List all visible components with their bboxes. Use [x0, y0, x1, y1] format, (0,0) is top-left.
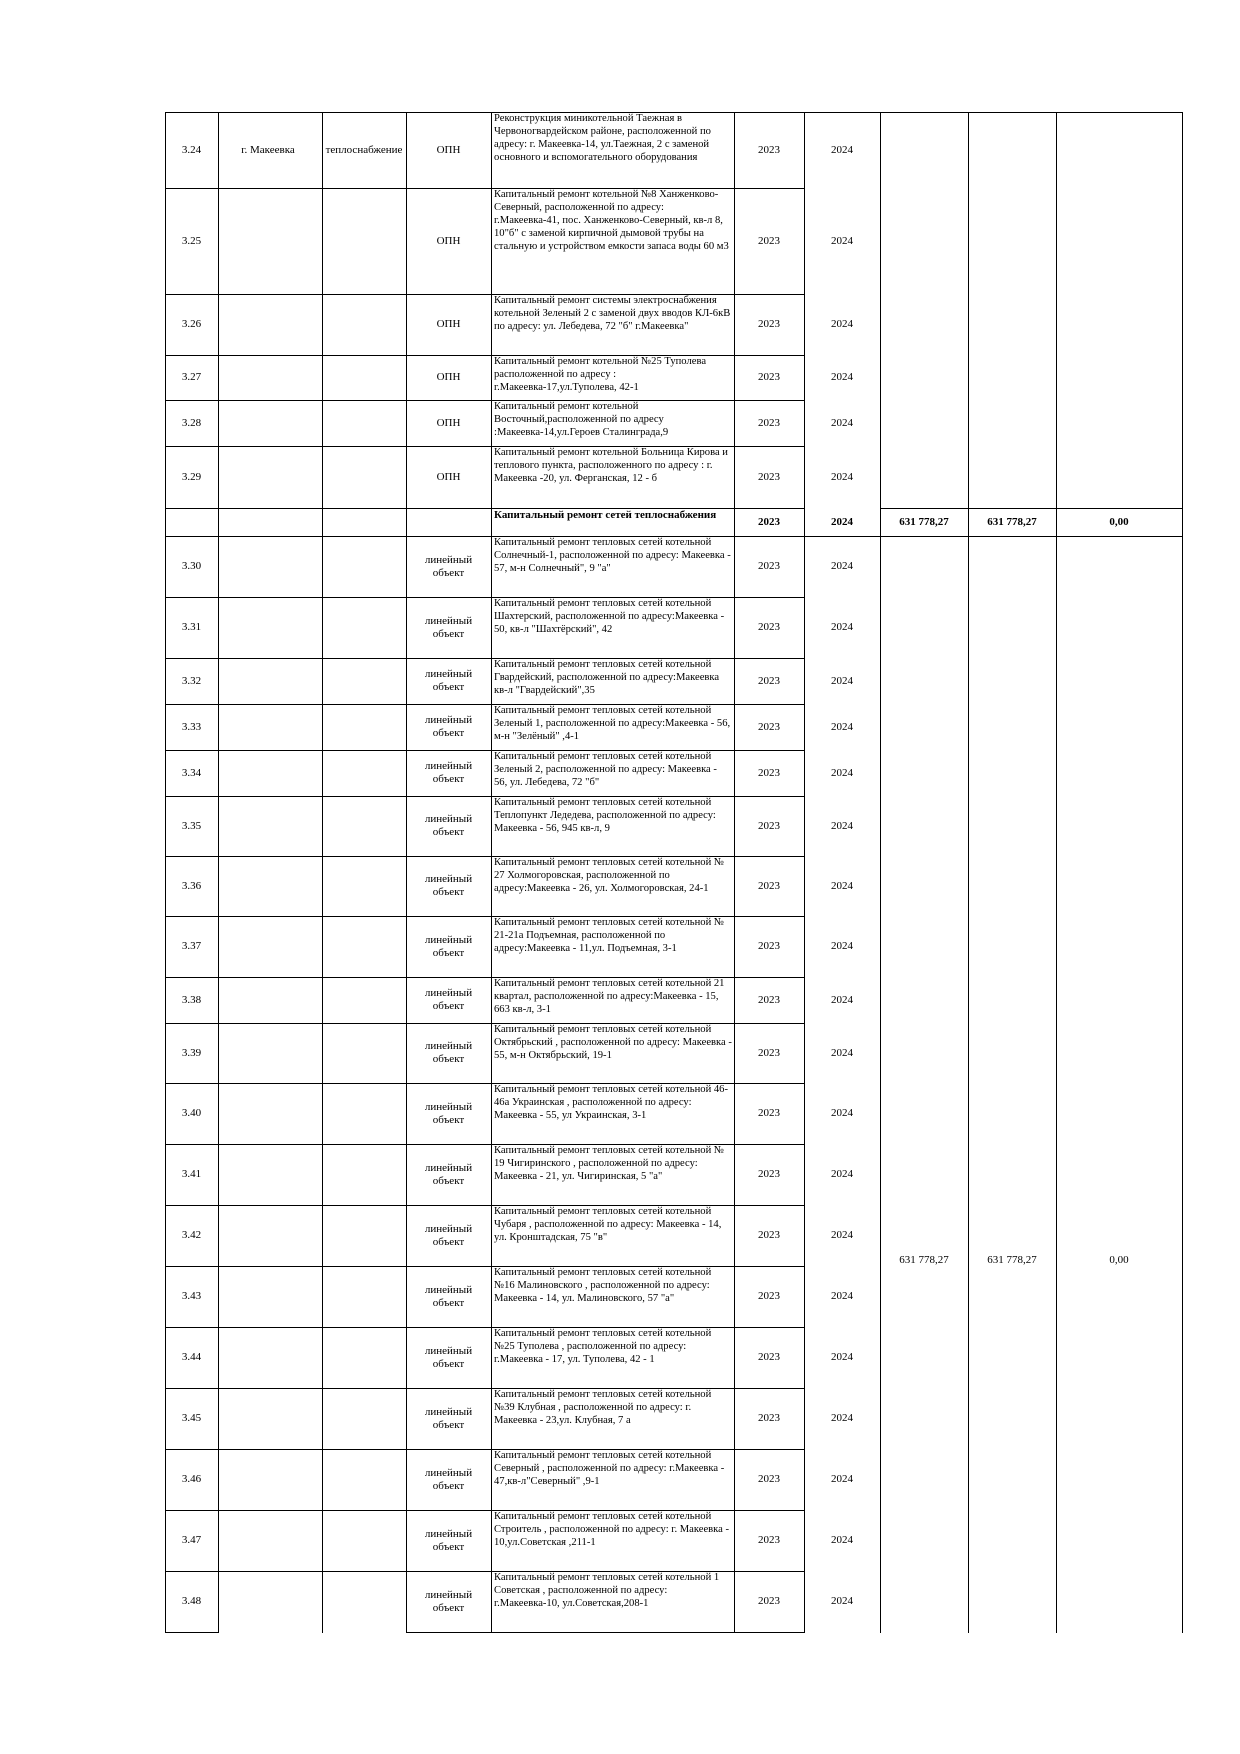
object-type: ОПН [436, 318, 461, 331]
row-number: 3.28 [181, 416, 202, 429]
object-description: Капитальный ремонт тепловых сетей котельной Октябрьский , расположенной по адресу: Макеевка - 55, м-н Октябрьский, 19-1 [494, 1024, 732, 1061]
object-type: линейный объект [424, 873, 473, 898]
start-year: 2023 [758, 1290, 780, 1303]
object-description: Капитальный ремонт тепловых сетей котельной № 19 Чигиринского , расположенной по адресу: Макеевка - 21, ул. Чигиринская, 5 "а" [494, 1145, 724, 1182]
object-description: Капитальный ремонт тепловых сетей котельной № 21-21а Подъемная, расположенной по адресу:Макеевка - 11,ул. Подъемная, 3-1 [494, 917, 724, 954]
object-type: линейный объект [424, 1527, 473, 1553]
row-number: 3.33 [181, 720, 202, 733]
end-year: 2024 [831, 234, 853, 247]
start-year: 2023 [758, 1168, 780, 1181]
start-year: 2023 [758, 234, 780, 247]
object-type: линейный объект [424, 668, 473, 693]
row-number: 3.26 [181, 318, 202, 331]
section-remainder: 0,00 [1109, 515, 1129, 528]
object-type: линейный объект [424, 1466, 473, 1492]
start-year: 2023 [758, 371, 780, 384]
column-rule [322, 112, 323, 1633]
object-description: Капитальный ремонт тепловых сетей котельной Строитель , расположенной по адресу: г. Макеевка - 10,ул.Советская ,211-1 [494, 1511, 730, 1548]
object-type: линейный объект [424, 1040, 473, 1065]
row-number: 3.24 [181, 143, 202, 156]
column-rule [1182, 112, 1183, 1633]
row-number: 3.25 [181, 234, 202, 247]
row-number: 3.36 [181, 879, 202, 892]
group-funded: 631 778,27 [987, 1253, 1037, 1266]
object-description: Капитальный ремонт тепловых сетей котельной Зеленый 2, расположенной по адресу: Макеевка - 56, ул. Лебедева, 72 "б" [494, 751, 717, 788]
end-year: 2024 [831, 766, 853, 779]
end-year: 2024 [831, 560, 853, 573]
object-description: Капитальный ремонт тепловых сетей котельной 1 Советская , расположенной по адресу: г.Макеевка-10, ул.Советская,208-1 [494, 1572, 720, 1609]
object-description: Капитальный ремонт котельной №25 Туполева расположенной по адресу : г.Макеевка-17,ул.Туполева, 42-1 [494, 356, 707, 393]
row-number: 3.44 [181, 1351, 202, 1364]
column-rule [218, 112, 219, 1633]
object-description: Капитальный ремонт тепловых сетей котельной Шахтерский, расположенной по адресу:Макеевка - 50, кв-л "Шахтёрский", 42 [494, 598, 725, 635]
start-year: 2023 [758, 674, 780, 687]
object-type: линейный объект [424, 1344, 473, 1370]
start-year: 2023 [758, 1351, 780, 1364]
row-number: 3.30 [181, 560, 202, 573]
object-description: Капитальный ремонт тепловых сетей котельной Солнечный-1, расположенной по адресу: Макеевка - 57, м-н Солнечный", 9 "а" [494, 537, 731, 574]
end-year: 2024 [831, 1046, 853, 1059]
start-year: 2023 [758, 621, 780, 634]
start-year: 2023 [758, 993, 780, 1006]
row-number: 3.46 [181, 1473, 202, 1486]
start-year: 2023 [758, 1229, 780, 1242]
section-title: Капитальный ремонт сетей теплоснабжения [494, 509, 717, 521]
end-year: 2024 [831, 819, 853, 832]
object-description: Капитальный ремонт тепловых сетей котельной Зеленый 1, расположенной по адресу:Макеевка - 56, м-н "Зелёный" ,4-1 [494, 705, 731, 742]
object-type: ОПН [436, 234, 461, 247]
row-number: 3.37 [181, 940, 202, 953]
object-type: линейный объект [424, 760, 473, 785]
column-rule [1056, 112, 1057, 1633]
object-type: ОПН [436, 371, 461, 384]
object-type: линейный объект [424, 1222, 473, 1248]
end-year: 2024 [831, 1595, 853, 1608]
object-description: Капитальный ремонт тепловых сетей котельной Гвардейский, расположенной по адресу:Макеевка кв-л "Гвардейский",35 [494, 659, 720, 696]
column-rule [880, 112, 881, 1633]
group-total: 631 778,27 [899, 1253, 949, 1266]
object-type: линейный объект [424, 1161, 473, 1187]
object-type: ОПН [436, 416, 461, 429]
object-description: Капитальный ремонт тепловых сетей котельной №16 Малиновского , расположенной по адресу: Макеевка - 14, ул. Малиновского, 57 "а" [494, 1267, 712, 1304]
object-type: линейный объект [424, 553, 473, 579]
start-year: 2023 [758, 560, 780, 573]
end-year: 2024 [831, 720, 853, 733]
start-year: 2023 [758, 1595, 780, 1608]
start-year: 2023 [758, 470, 780, 483]
end-year: 2024 [831, 1412, 853, 1425]
end-year: 2024 [831, 470, 853, 483]
end-year: 2024 [831, 674, 853, 687]
start-year: 2023 [758, 416, 780, 429]
table-bottom-rule [406, 1632, 805, 1633]
end-year: 2024 [831, 940, 853, 953]
object-type: линейный объект [424, 813, 473, 838]
end-year: 2024 [831, 1473, 853, 1486]
object-description: Капитальный ремонт тепловых сетей котельной Теплопункт Ледедева, расположенной по адресу: Макеевка - 56, 945 кв-л, 9 [494, 797, 716, 834]
object-type: ОПН [436, 470, 461, 483]
end-year: 2024 [831, 371, 853, 384]
object-description: Капитальный ремонт тепловых сетей котельной 21 квартал, расположенной по адресу:Макеевка - 15, 663 кв-л, 3-1 [494, 978, 725, 1015]
row-number: 3.47 [181, 1534, 202, 1547]
row-number: 3.39 [181, 1046, 202, 1059]
section-total: 631 778,27 [899, 515, 949, 528]
end-year: 2024 [831, 318, 853, 331]
table-bottom-rule [165, 1632, 219, 1633]
end-year: 2024 [831, 1107, 853, 1120]
start-year: 2023 [758, 1534, 780, 1547]
object-description: Капитальный ремонт системы электроснабжения котельной Зеленый 2 с заменой двух вводов КЛ-6кВ по адресу: ул. Лебедева, 72 "б" г.Макеевка" [494, 295, 731, 332]
object-type: линейный объект [424, 714, 473, 739]
start-year: 2023 [758, 720, 780, 733]
end-year: 2024 [831, 621, 853, 634]
object-description: Капитальный ремонт тепловых сетей котельной Северный , расположенной по адресу: г.Макеевка - 47,кв-л"Северный" ,9-1 [494, 1450, 725, 1487]
end-year: 2024 [831, 1290, 853, 1303]
row-number: 3.38 [181, 993, 202, 1006]
start-year: 2023 [758, 1412, 780, 1425]
row-number: 3.45 [181, 1412, 202, 1425]
start-year: 2023 [758, 819, 780, 832]
end-year: 2024 [831, 1351, 853, 1364]
object-type: линейный объект [424, 1283, 473, 1309]
end-year: 2024 [831, 1534, 853, 1547]
section-end-year: 2024 [831, 515, 853, 528]
end-year: 2024 [831, 1229, 853, 1242]
end-year: 2024 [831, 143, 853, 156]
object-type: линейный объект [424, 614, 473, 640]
start-year: 2023 [758, 879, 780, 892]
row-number: 3.48 [181, 1595, 202, 1608]
object-type: ОПН [436, 143, 461, 156]
row-number: 3.27 [181, 371, 202, 384]
column-rule [968, 112, 969, 1633]
object-description: Капитальный ремонт тепловых сетей котельной Чубаря , расположенной по адресу: Макеевка - 14, ул. Кронштадская, 75 "в" [494, 1206, 722, 1243]
start-year: 2023 [758, 143, 780, 156]
section-funded: 631 778,27 [987, 515, 1037, 528]
city-cell: г. Макеевка [241, 143, 295, 156]
object-type: линейный объект [424, 1100, 473, 1126]
object-description: Капитальный ремонт тепловых сетей котельной № 27 Холмогоровская, расположенной по адресу:Макеевка - 26, ул. Холмогоровская, 24-1 [494, 857, 724, 894]
row-number: 3.43 [181, 1290, 202, 1303]
object-description: Капитальный ремонт котельной №8 Ханженково-Северный, расположенной по адресу: г.Макеевка-41, пос. Ханженково-Северный, кв-л 8, 10"б" с заменой кирпичной дымовой трубы на стальную и устройством емкости запаса воды 60 м3 [494, 189, 729, 252]
object-description: Капитальный ремонт котельной Восточный,расположенной по адресу :Макеевка-14,ул.Героев Сталинграда,9 [494, 401, 669, 438]
object-description: Капитальный ремонт котельной Больница Кирова и теплового пункта, расположенного по адресу : г. Макеевка -20, ул. Ферганская, 12 - б [494, 447, 728, 484]
start-year: 2023 [758, 318, 780, 331]
group-remainder: 0,00 [1109, 1253, 1129, 1266]
row-number: 3.35 [181, 819, 202, 832]
start-year: 2023 [758, 1046, 780, 1059]
end-year: 2024 [831, 993, 853, 1006]
start-year: 2023 [758, 1473, 780, 1486]
section-start-year: 2023 [758, 515, 780, 528]
row-number: 3.32 [181, 674, 202, 687]
object-type: линейный объект [424, 987, 473, 1012]
start-year: 2023 [758, 940, 780, 953]
start-year: 2023 [758, 766, 780, 779]
object-description: Капитальный ремонт тепловых сетей котельной 46-46а Украинская , расположенной по адресу: Макеевка - 55, ул Украинская, 3-1 [494, 1084, 729, 1121]
object-description: Реконструкция миникотельной Таежная в Червоногвардейском районе, расположенной по адресу: г. Макеевка-14, ул.Таежная, 2 с заменой основного и вспомогательного оборудования [494, 113, 711, 163]
end-year: 2024 [831, 879, 853, 892]
object-type: линейный объект [424, 1588, 473, 1614]
object-type: линейный объект [424, 1405, 473, 1431]
object-description: Капитальный ремонт тепловых сетей котельной №39 Клубная , расположенной по адресу: г. Макеевка - 23,ул. Клубная, 7 а [494, 1389, 712, 1426]
row-number: 3.29 [181, 470, 202, 483]
row-number: 3.34 [181, 766, 202, 779]
start-year: 2023 [758, 1107, 780, 1120]
row-number: 3.41 [181, 1168, 202, 1181]
category-cell: теплоснабжение [325, 143, 403, 156]
end-year: 2024 [831, 416, 853, 429]
row-number: 3.40 [181, 1107, 202, 1120]
object-description: Капитальный ремонт тепловых сетей котельной №25 Туполева , расположенной по адресу: г.Макеевка - 17, ул. Туполева, 42 - 1 [494, 1328, 712, 1365]
row-number: 3.31 [181, 621, 202, 634]
object-type: линейный объект [424, 933, 473, 959]
end-year: 2024 [831, 1168, 853, 1181]
row-number: 3.42 [181, 1229, 202, 1242]
